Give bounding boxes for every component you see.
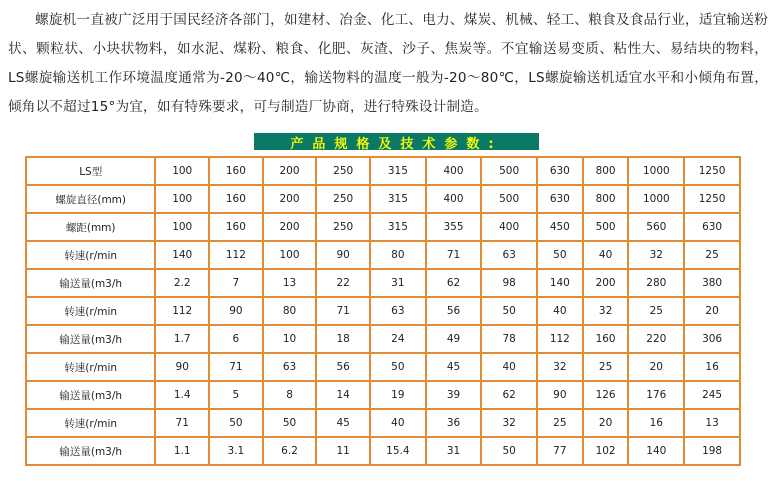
table-cell: 50	[537, 241, 583, 269]
table-cell: 380	[684, 269, 740, 297]
table-cell: 80	[370, 241, 426, 269]
table-cell: 40	[537, 297, 583, 325]
table-cell: 450	[537, 213, 583, 241]
table-cell: 25	[684, 241, 740, 269]
table-cell: 250	[316, 213, 370, 241]
table-cell: 45	[426, 353, 482, 381]
table-cell: 14	[316, 381, 370, 409]
table-cell: 126	[583, 381, 629, 409]
table-cell: 45	[316, 409, 370, 437]
table-cell: 140	[155, 241, 209, 269]
table-cell: 100	[155, 185, 209, 213]
table-cell: 2.2	[155, 269, 209, 297]
table-row	[26, 185, 740, 213]
table-cell: 250	[316, 185, 370, 213]
table-cell: 200	[263, 157, 317, 185]
table-cell: 1.1	[155, 437, 209, 465]
table-cell: 800	[583, 185, 629, 213]
table-cell: 32	[583, 297, 629, 325]
table-cell: 80	[263, 297, 317, 325]
table-cell: 400	[426, 185, 482, 213]
table-cell: 315	[370, 185, 426, 213]
table-cell: 8	[263, 381, 317, 409]
table-cell: 160	[583, 325, 629, 353]
row-label: 转速(r/min	[26, 297, 155, 325]
table-cell: 500	[481, 157, 537, 185]
table-cell: 18	[316, 325, 370, 353]
table-cell: 1000	[628, 157, 684, 185]
table-cell: 19	[370, 381, 426, 409]
table-cell: 56	[426, 297, 482, 325]
table-cell: 71	[426, 241, 482, 269]
table-cell: 24	[370, 325, 426, 353]
table-cell: 13	[263, 269, 317, 297]
table-cell: 98	[481, 269, 537, 297]
table-cell: 355	[426, 213, 482, 241]
table-cell: 13	[684, 409, 740, 437]
table-cell: 90	[316, 241, 370, 269]
table-cell: 1250	[684, 185, 740, 213]
table-cell: 3.1	[209, 437, 263, 465]
table-cell: 630	[684, 213, 740, 241]
table-cell: 32	[481, 409, 537, 437]
table-cell: 20	[628, 353, 684, 381]
table-cell: 112	[209, 241, 263, 269]
table-cell: 200	[583, 269, 629, 297]
row-label: 转速(r/min	[26, 409, 155, 437]
table-cell: 50	[209, 409, 263, 437]
table-cell: 77	[537, 437, 583, 465]
table-cell: 10	[263, 325, 317, 353]
row-label: 转速(r/min	[26, 241, 155, 269]
table-cell: 102	[583, 437, 629, 465]
table-cell: 56	[316, 353, 370, 381]
table-cell: 100	[155, 213, 209, 241]
table-cell: 220	[628, 325, 684, 353]
row-label: 输送量(m3/h	[26, 437, 155, 465]
table-cell: 32	[628, 241, 684, 269]
table-cell: 50	[263, 409, 317, 437]
table-cell: 198	[684, 437, 740, 465]
spec-title-bar	[254, 133, 539, 150]
table-cell: 5	[209, 381, 263, 409]
table-cell: 100	[155, 157, 209, 185]
table-row	[26, 213, 740, 241]
table-cell: 140	[628, 437, 684, 465]
table-cell: 40	[481, 353, 537, 381]
table-cell: 71	[209, 353, 263, 381]
table-cell: 90	[155, 353, 209, 381]
table-cell: 15.4	[370, 437, 426, 465]
table-cell: 200	[263, 185, 317, 213]
row-label: 螺旋直径(mm)	[26, 185, 155, 213]
table-cell: 78	[481, 325, 537, 353]
row-label: 输送量(m3/h	[26, 381, 155, 409]
table-cell: 560	[628, 213, 684, 241]
table-cell: 32	[537, 353, 583, 381]
intro-paragraph: 螺旋机一直被广泛用于国民经济各部门，如建材、冶金、化工、电力、煤炭、机械、轻工、粮食及食品行业，适宜输送粉状、颗粒状、小块状物料，如水泥、煤粉、粮食、化肥、灰渣、沙子、焦炭等。不宜输送易变质、粘性大、易结块的物料，LS螺旋输送机工作环境温度通常为-20～40℃，输送物料的温度一般为-20～80℃，LS螺旋输送机适宜水平和小倾角布置，倾角以不超过15°为宜，如有特殊要求，可与制造厂协商，进行特殊设计制造。	[8, 12, 768, 115]
table-cell: 6.2	[263, 437, 317, 465]
table-cell: 250	[316, 157, 370, 185]
table-cell: 40	[370, 409, 426, 437]
table-cell: 25	[628, 297, 684, 325]
table-cell: 1.4	[155, 381, 209, 409]
table-cell: 39	[426, 381, 482, 409]
table-cell: 315	[370, 157, 426, 185]
table-cell: 71	[155, 409, 209, 437]
table-cell: 62	[426, 269, 482, 297]
table-cell: 1000	[628, 185, 684, 213]
table-cell: 20	[583, 409, 629, 437]
table-cell: 800	[583, 157, 629, 185]
table-cell: 400	[426, 157, 482, 185]
table-cell: 25	[537, 409, 583, 437]
table-cell: 160	[209, 185, 263, 213]
table-row	[26, 241, 740, 269]
table-cell: 20	[684, 297, 740, 325]
table-cell: 245	[684, 381, 740, 409]
table-cell: 63	[481, 241, 537, 269]
table-cell: 160	[209, 157, 263, 185]
table-row	[26, 269, 740, 297]
table-row	[26, 409, 740, 437]
table-cell: 40	[583, 241, 629, 269]
table-cell: 71	[316, 297, 370, 325]
table-cell: 50	[481, 297, 537, 325]
table-cell: 50	[481, 437, 537, 465]
table-cell: 36	[426, 409, 482, 437]
table-cell: 112	[537, 325, 583, 353]
table-cell: 50	[370, 353, 426, 381]
table-row	[26, 381, 740, 409]
table-cell: 500	[481, 185, 537, 213]
table-cell: 1250	[684, 157, 740, 185]
table-row	[26, 437, 740, 465]
row-label: 输送量(m3/h	[26, 325, 155, 353]
row-label: 螺距(mm)	[26, 213, 155, 241]
table-cell: 16	[684, 353, 740, 381]
table-cell: 176	[628, 381, 684, 409]
table-cell: 200	[263, 213, 317, 241]
table-cell: 63	[370, 297, 426, 325]
table-cell: 62	[481, 381, 537, 409]
row-label: 输送量(m3/h	[26, 269, 155, 297]
table-cell: 22	[316, 269, 370, 297]
table-cell: 7	[209, 269, 263, 297]
table-cell: 49	[426, 325, 482, 353]
spec-title: 产品规格及技术参数:	[290, 137, 503, 152]
table-cell: 25	[583, 353, 629, 381]
table-row	[26, 353, 740, 381]
table-cell: 16	[628, 409, 684, 437]
table-cell: 11	[316, 437, 370, 465]
spec-table	[25, 156, 741, 466]
table-row	[26, 157, 740, 185]
table-cell: 63	[263, 353, 317, 381]
table-cell: 315	[370, 213, 426, 241]
table-cell: 500	[583, 213, 629, 241]
spec-table-body	[26, 157, 740, 465]
table-cell: 280	[628, 269, 684, 297]
row-label: 转速(r/min	[26, 353, 155, 381]
table-cell: 1.7	[155, 325, 209, 353]
table-cell: 400	[481, 213, 537, 241]
table-cell: 31	[370, 269, 426, 297]
table-cell: 112	[155, 297, 209, 325]
table-cell: 90	[537, 381, 583, 409]
row-label: LS型	[26, 157, 155, 185]
table-cell: 90	[209, 297, 263, 325]
table-cell: 160	[209, 213, 263, 241]
table-cell: 100	[263, 241, 317, 269]
table-row	[26, 325, 740, 353]
table-row	[26, 297, 740, 325]
table-cell: 630	[537, 185, 583, 213]
table-cell: 306	[684, 325, 740, 353]
table-cell: 31	[426, 437, 482, 465]
table-cell: 140	[537, 269, 583, 297]
table-cell: 630	[537, 157, 583, 185]
table-cell: 6	[209, 325, 263, 353]
